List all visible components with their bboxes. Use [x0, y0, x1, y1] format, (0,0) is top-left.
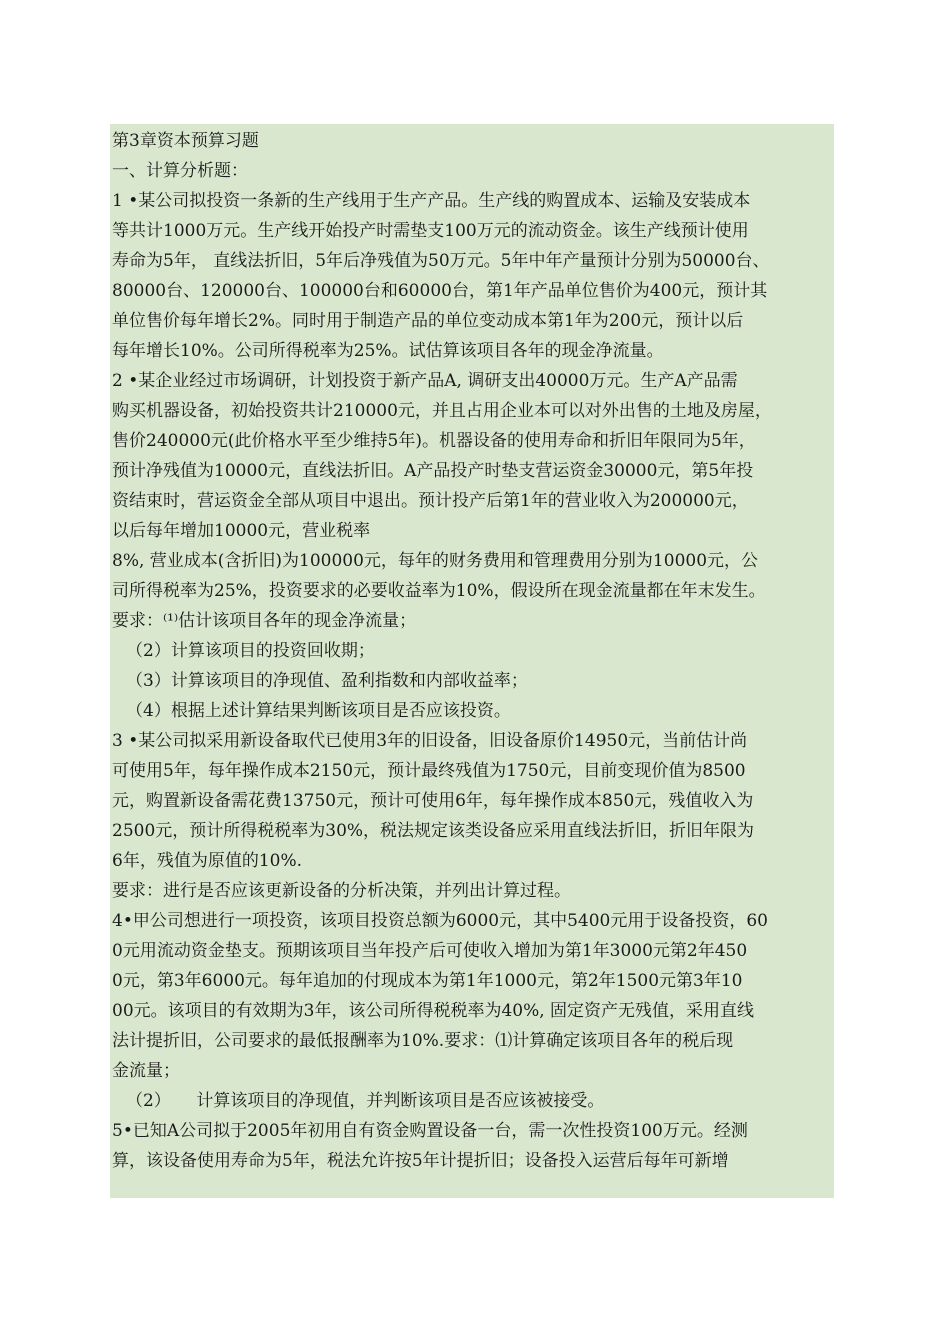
- text-line: 每年增长10%。公司所得税率为25%。试估算该项目各年的现金净流量。: [112, 341, 664, 361]
- document-title: 第3章资本预算习题: [112, 131, 259, 151]
- requirement-item: （4）根据上述计算结果判断该项目是否应该投资。: [126, 701, 511, 721]
- text-line: 80000台、120000台、100000台和60000台，第1年产品单位售价为400元，预计其: [112, 281, 768, 301]
- text-line: 金流量；: [112, 1061, 180, 1081]
- document-page: [110, 124, 834, 1198]
- text-line: 0元用流动资金垫支。预期该项目当年投产后可使收入增加为第1年3000元第2年450: [112, 941, 748, 961]
- text-line: 预计净残值为10000元，直线法折旧。A产品投产时垫支营运资金30000元，第5年投: [112, 461, 754, 481]
- requirement-line: 要求：⁽¹⁾估计该项目各年的现金净流量；: [112, 611, 417, 631]
- text-line: 可使用5年，每年操作成本2150元，预计最终残值为1750元，目前变现价值为8500: [112, 761, 746, 781]
- requirement-item: （3）计算该项目的净现值、盈利指数和内部收益率；: [126, 671, 528, 691]
- text-line: 以后每年增加10000元，营业税率: [112, 521, 371, 541]
- text-line: 5•已知A公司拟于2005年初用自有资金购置设备一台，需一次性投资100万元。经测: [112, 1121, 748, 1141]
- text-line: 寿命为5年， 直线法折旧，5年后净残值为50万元。5年中年产量预计分别为50000台、: [112, 251, 770, 271]
- text-line: 单位售价每年增长2%。同时用于制造产品的单位变动成本第1年为200元，预计以后: [112, 311, 744, 331]
- text-line: 法计提折旧，公司要求的最低报酬率为10%.要求：⑴计算确定该项目各年的税后现: [112, 1031, 734, 1051]
- requirement-item: （2） 计算该项目的净现值，并判断该项目是否应该被接受。: [126, 1091, 605, 1111]
- text-line: 6年，残值为原值的10%.: [112, 851, 303, 871]
- text-line: 3 •某公司拟采用新设备取代已使用3年的旧设备，旧设备原价14950元，当前估计尚: [112, 731, 748, 751]
- text-line: 2 •某企业经过市场调研，计划投资于新产品A, 调研支出40000万元。生产A产品需: [112, 371, 738, 391]
- text-line: 司所得税率为25%，投资要求的必要收益率为10%，假设所在现金流量都在年末发生。: [112, 581, 766, 601]
- text-line: 等共计1000万元。生产线开始投产时需垫支100万元的流动资金。该生产线预计使用: [112, 221, 749, 241]
- text-line: 购买机器设备，初始投资共计210000元，并且占用企业本可以对外出售的土地及房屋，: [112, 401, 772, 421]
- text-line: 1 •某公司拟投资一条新的生产线用于生产产品。生产线的购置成本、运输及安装成本: [112, 191, 751, 211]
- section-heading: 一、计算分析题：: [112, 161, 248, 181]
- text-line: 00元。该项目的有效期为3年，该公司所得税税率为40%, 固定资产无残值，采用直线: [112, 1001, 755, 1021]
- text-line: 资结束时，营运资金全部从项目中退出。预计投产后第1年的营业收入为200000元，: [112, 491, 749, 511]
- text-line: 8%, 营业成本(含折旧)为100000元，每年的财务费用和管理费用分别为10000元，公: [112, 551, 759, 571]
- text-line: 算，该设备使用寿命为5年，税法允许按5年计提折旧；设备投入运营后每年可新增: [112, 1151, 729, 1171]
- requirement-item: （2）计算该项目的投资回收期；: [126, 641, 375, 661]
- requirement-line: 要求：进行是否应该更新设备的分析决策，并列出计算过程。: [112, 881, 571, 901]
- text-line: 2500元，预计所得税税率为30%，税法规定该类设备应采用直线法折旧，折旧年限为: [112, 821, 755, 841]
- text-line: 元，购置新设备需花费13750元，预计可使用6年，每年操作成本850元，残值收入为: [112, 791, 754, 811]
- text-line: 售价240000元(此价格水平至少维持5年)。机器设备的使用寿命和折旧年限同为5年，: [112, 431, 756, 451]
- text-line: 4•甲公司想进行一项投资，该项目投资总额为6000元，其中5400元用于设备投资，60: [112, 911, 769, 931]
- text-line: 0元，第3年6000元。每年追加的付现成本为第1年1000元，第2年1500元第3年10: [112, 971, 743, 991]
